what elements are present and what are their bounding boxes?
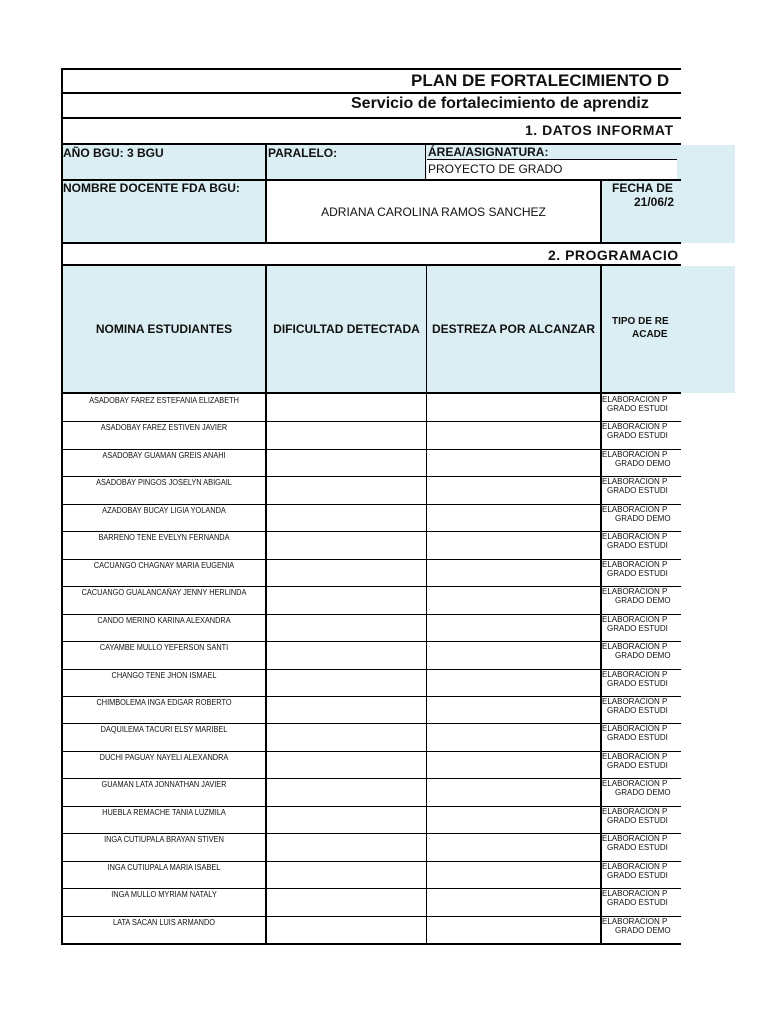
area-value: PROYECTO DE GRADO (428, 162, 563, 176)
row-divider (61, 531, 681, 532)
tipo-refuerzo-line2: GRADO DEMO (615, 596, 671, 605)
student-name: ASADOBAY PINGOS JOSELYN ABIGAIL (96, 478, 232, 487)
tipo-refuerzo-line2: GRADO ESTUDI (607, 541, 668, 550)
student-name: INGA CUTIUPALA MARIA ISABEL (107, 863, 221, 872)
tipo-refuerzo-line1: ELABORACION P (602, 532, 668, 541)
tipo-refuerzo-line2: GRADO ESTUDI (607, 486, 668, 495)
row-divider (61, 916, 681, 917)
student-name: CHANGO TENE JHON ISMAEL (111, 671, 217, 680)
border-bottom (61, 943, 681, 945)
student-name: INGA CUTIUPALA BRAYAN STIVEN (104, 835, 224, 844)
header-nomina: NOMINA ESTUDIANTES (95, 322, 233, 336)
tipo-refuerzo-line2: GRADO DEMO (615, 651, 671, 660)
border-v (265, 143, 267, 181)
student-name: ASADOBAY GUAMAN GREIS ANAHI (102, 451, 226, 460)
student-name: AZADOBAY BUCAY LIGIA YOLANDA (102, 506, 226, 515)
tipo-refuerzo-line2: GRADO ESTUDI (607, 898, 668, 907)
tipo-refuerzo-line2: GRADO ESTUDI (607, 733, 668, 742)
section-1-title: 1. DATOS INFORMAT (525, 122, 674, 138)
student-name: CACUANGO CHAGNAY MARIA EUGENIA (93, 561, 235, 570)
border-v (425, 143, 426, 181)
row-divider (61, 421, 681, 422)
tipo-refuerzo-line1: ELABORACION P (602, 779, 668, 788)
tipo-refuerzo-line1: ELABORACION P (602, 752, 668, 761)
tipo-refuerzo-line2: GRADO DEMO (615, 926, 671, 935)
tipo-refuerzo-line2: GRADO ESTUDI (607, 871, 668, 880)
row-divider (61, 888, 681, 889)
border-v (265, 264, 267, 945)
row-divider (61, 778, 681, 779)
tipo-refuerzo-line1: ELABORACION P (602, 587, 668, 596)
row-divider (61, 586, 681, 587)
row-divider (61, 751, 681, 752)
student-name: ASADOBAY FAREZ ESTIVEN JAVIER (100, 423, 228, 432)
tipo-refuerzo-line2: GRADO ESTUDI (607, 843, 668, 852)
tipo-refuerzo-line1: ELABORACION P (602, 807, 668, 816)
student-name: CANDO MERINO KARINA ALEXANDRA (97, 616, 231, 625)
tipo-refuerzo-line1: ELABORACION P (602, 834, 668, 843)
row-divider (61, 833, 681, 834)
plan-subtitle: Servicio de fortalecimiento de aprendiz (351, 95, 649, 112)
tipo-refuerzo-line2: GRADO DEMO (615, 459, 671, 468)
tipo-refuerzo-line2: GRADO ESTUDI (607, 404, 668, 413)
tipo-refuerzo-line1: ELABORACION P (602, 917, 668, 926)
row-divider (61, 669, 681, 670)
header-destreza: DESTREZA POR ALCANZAR (431, 322, 596, 336)
border-h (61, 117, 681, 119)
row-divider (61, 723, 681, 724)
tipo-refuerzo-line2: GRADO ESTUDI (607, 816, 668, 825)
fecha-label: FECHA DE (612, 181, 673, 195)
student-name: CAYAMBE MULLO YEFERSON SANTI (99, 643, 229, 652)
docente-label: NOMBRE DOCENTE FDA BGU: (63, 181, 240, 195)
ano-label: AÑO BGU: 3 BGU (63, 146, 164, 160)
border-top (61, 68, 681, 70)
border-v (426, 264, 427, 945)
row-divider (61, 861, 681, 862)
row-divider (61, 559, 681, 560)
tipo-refuerzo-line2: GRADO ESTUDI (607, 431, 668, 440)
header-dificultad: DIFICULTAD DETECTADA (273, 322, 420, 336)
border-h (61, 242, 681, 244)
tipo-refuerzo-line2: GRADO ESTUDI (607, 761, 668, 770)
tipo-refuerzo-line1: ELABORACION P (602, 642, 668, 651)
row-divider (61, 641, 681, 642)
student-name: DAQUILEMA TACURI ELSY MARIBEL (100, 725, 228, 734)
header-tipo-line2: ACADÉ (632, 329, 668, 340)
plan-title: PLAN DE FORTALECIMIENTO D (411, 71, 670, 90)
border-left (61, 68, 63, 945)
tipo-refuerzo-line1: ELABORACION P (602, 697, 668, 706)
row-divider (61, 449, 681, 450)
student-name: LATA SACAN LUIS ARMANDO (113, 918, 215, 927)
docente-value: ADRIANA CAROLINA RAMOS SANCHEZ (321, 205, 546, 219)
tipo-refuerzo-line1: ELABORACION P (602, 724, 668, 733)
area-label: ÁREA/ASIGNATURA: (428, 145, 549, 159)
student-name: DUCHI PAGUAY NAYELI ALEXANDRA (99, 753, 229, 762)
tipo-refuerzo-line1: ELABORACION P (602, 477, 668, 486)
student-name: CACUANGO GUALANCAÑAY JENNY HERLINDA (81, 588, 247, 597)
border-h (61, 92, 681, 94)
tipo-refuerzo-line1: ELABORACION P (602, 505, 668, 514)
row-divider (61, 806, 681, 807)
tipo-refuerzo-line2: GRADO ESTUDI (607, 706, 668, 715)
header-tipo-line1: TIPO DE RE (612, 316, 669, 327)
paralelo-label: PARALELO: (268, 146, 338, 160)
row-divider (61, 614, 681, 615)
section-2-title: 2. PROGRAMACIO (548, 247, 679, 263)
student-name: INGA MULLO MYRIAM NATALY (111, 890, 217, 899)
tipo-refuerzo-line1: ELABORACION P (602, 862, 668, 871)
student-name: HUEBLA REMACHE TANIA LUZMILA (102, 808, 226, 817)
tipo-refuerzo-line1: ELABORACION P (602, 889, 668, 898)
fecha-value: 21/06/2 (634, 195, 675, 209)
tipo-refuerzo-line2: GRADO DEMO (615, 788, 671, 797)
tipo-refuerzo-line2: GRADO DEMO (615, 514, 671, 523)
student-name: ASADOBAY FAREZ ESTEFANIA ELIZABETH (89, 396, 239, 405)
tipo-refuerzo-line1: ELABORACION P (602, 395, 668, 404)
border-v (600, 179, 602, 244)
tipo-refuerzo-line1: ELABORACION P (602, 450, 668, 459)
border-h (61, 392, 681, 394)
tipo-refuerzo-line1: ELABORACION P (602, 422, 668, 431)
tipo-refuerzo-line2: GRADO ESTUDI (607, 624, 668, 633)
student-name: BARRENO TENE EVELYN FERNANDA (98, 533, 230, 542)
tipo-refuerzo-line1: ELABORACION P (602, 615, 668, 624)
tipo-refuerzo-line2: GRADO ESTUDI (607, 569, 668, 578)
student-name: GUAMAN LATA JONNATHAN JAVIER (101, 780, 227, 789)
row-divider (61, 476, 681, 477)
tipo-refuerzo-line1: ELABORACION P (602, 560, 668, 569)
row-divider (61, 696, 681, 697)
tipo-refuerzo-line2: GRADO ESTUDI (607, 679, 668, 688)
row-divider (61, 504, 681, 505)
border-h (427, 159, 677, 160)
student-name: CHIMBOLEMA INGA EDGAR ROBERTO (96, 698, 232, 707)
tipo-refuerzo-line1: ELABORACION P (602, 670, 668, 679)
